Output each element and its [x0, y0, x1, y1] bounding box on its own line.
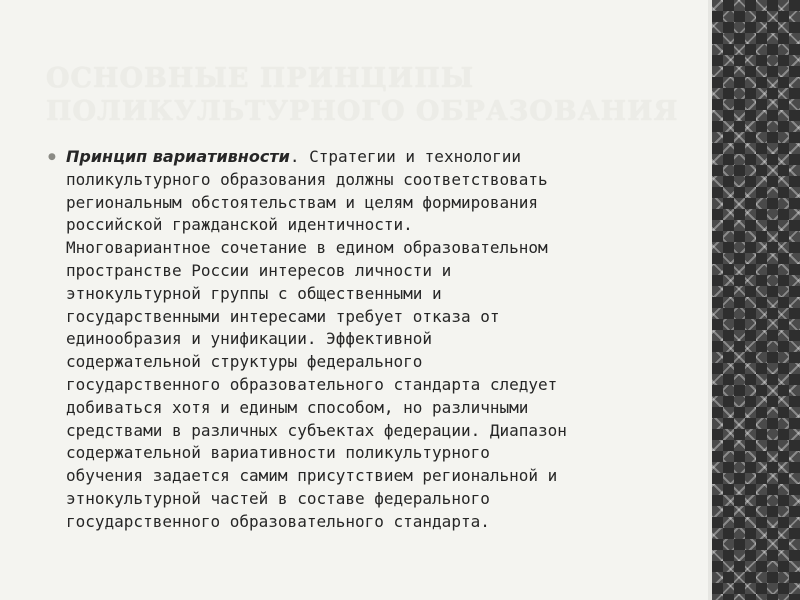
bullet-item	[48, 146, 668, 534]
paragraph-line-1	[66, 146, 668, 169]
paragraph-line-12: добиваться хотя и единым способом, но различными	[66, 397, 529, 417]
paragraph-line-14: содержательной вариативности поликультурного	[66, 443, 490, 463]
paragraph-line-7: этнокультурной группы с общественными и	[66, 283, 442, 303]
paragraph-line-3: региональным обстоятельствам и целям формирования	[66, 192, 539, 212]
paragraph-lead-term: Принцип вариативности	[66, 147, 290, 166]
slide-body	[48, 146, 668, 534]
bullet-dot-icon: ●	[48, 152, 56, 162]
paragraph-line-15: обучения задается самим присутствием региональной и	[66, 466, 558, 486]
slide-title-line-2: ПОЛИКУЛЬТУРНОГО ОБРАЗОВАНИЯ	[46, 96, 679, 127]
paragraph-line-16: этнокультурной частей в составе федерального	[66, 488, 490, 508]
paragraph-line-1-text: . Стратегии и технологии	[289, 147, 521, 166]
paragraph-line-5: Многовариантное сочетание в едином образовательном	[66, 238, 548, 258]
bullet-paragraph	[66, 146, 668, 534]
paragraph-line-10: содержательной структуры федерального	[66, 352, 423, 372]
paragraph-line-13: средствами в различных субъектах федерации. Диапазон	[66, 420, 567, 440]
slide-title	[46, 62, 686, 128]
paragraph-line-9: единообразия и унификации. Эффективной	[66, 329, 433, 349]
paragraph-line-17: государственного образовательного стандарта.	[66, 511, 490, 531]
paragraph-line-6: пространстве России интересов личности и	[66, 260, 452, 280]
paragraph-line-4: российской гражданской идентичности.	[66, 215, 413, 235]
slide-title-line-1: ОСНОВНЫЕ ПРИНЦИПЫ	[46, 63, 475, 94]
paragraph-line-2: поликультурного образования должны соответствовать	[66, 169, 548, 189]
paragraph-line-8: государственными интересами требует отказа от	[66, 306, 500, 326]
paragraph-line-11: государственного образовательного стандарта следует	[66, 374, 558, 394]
decorative-pattern-strip	[712, 0, 800, 600]
